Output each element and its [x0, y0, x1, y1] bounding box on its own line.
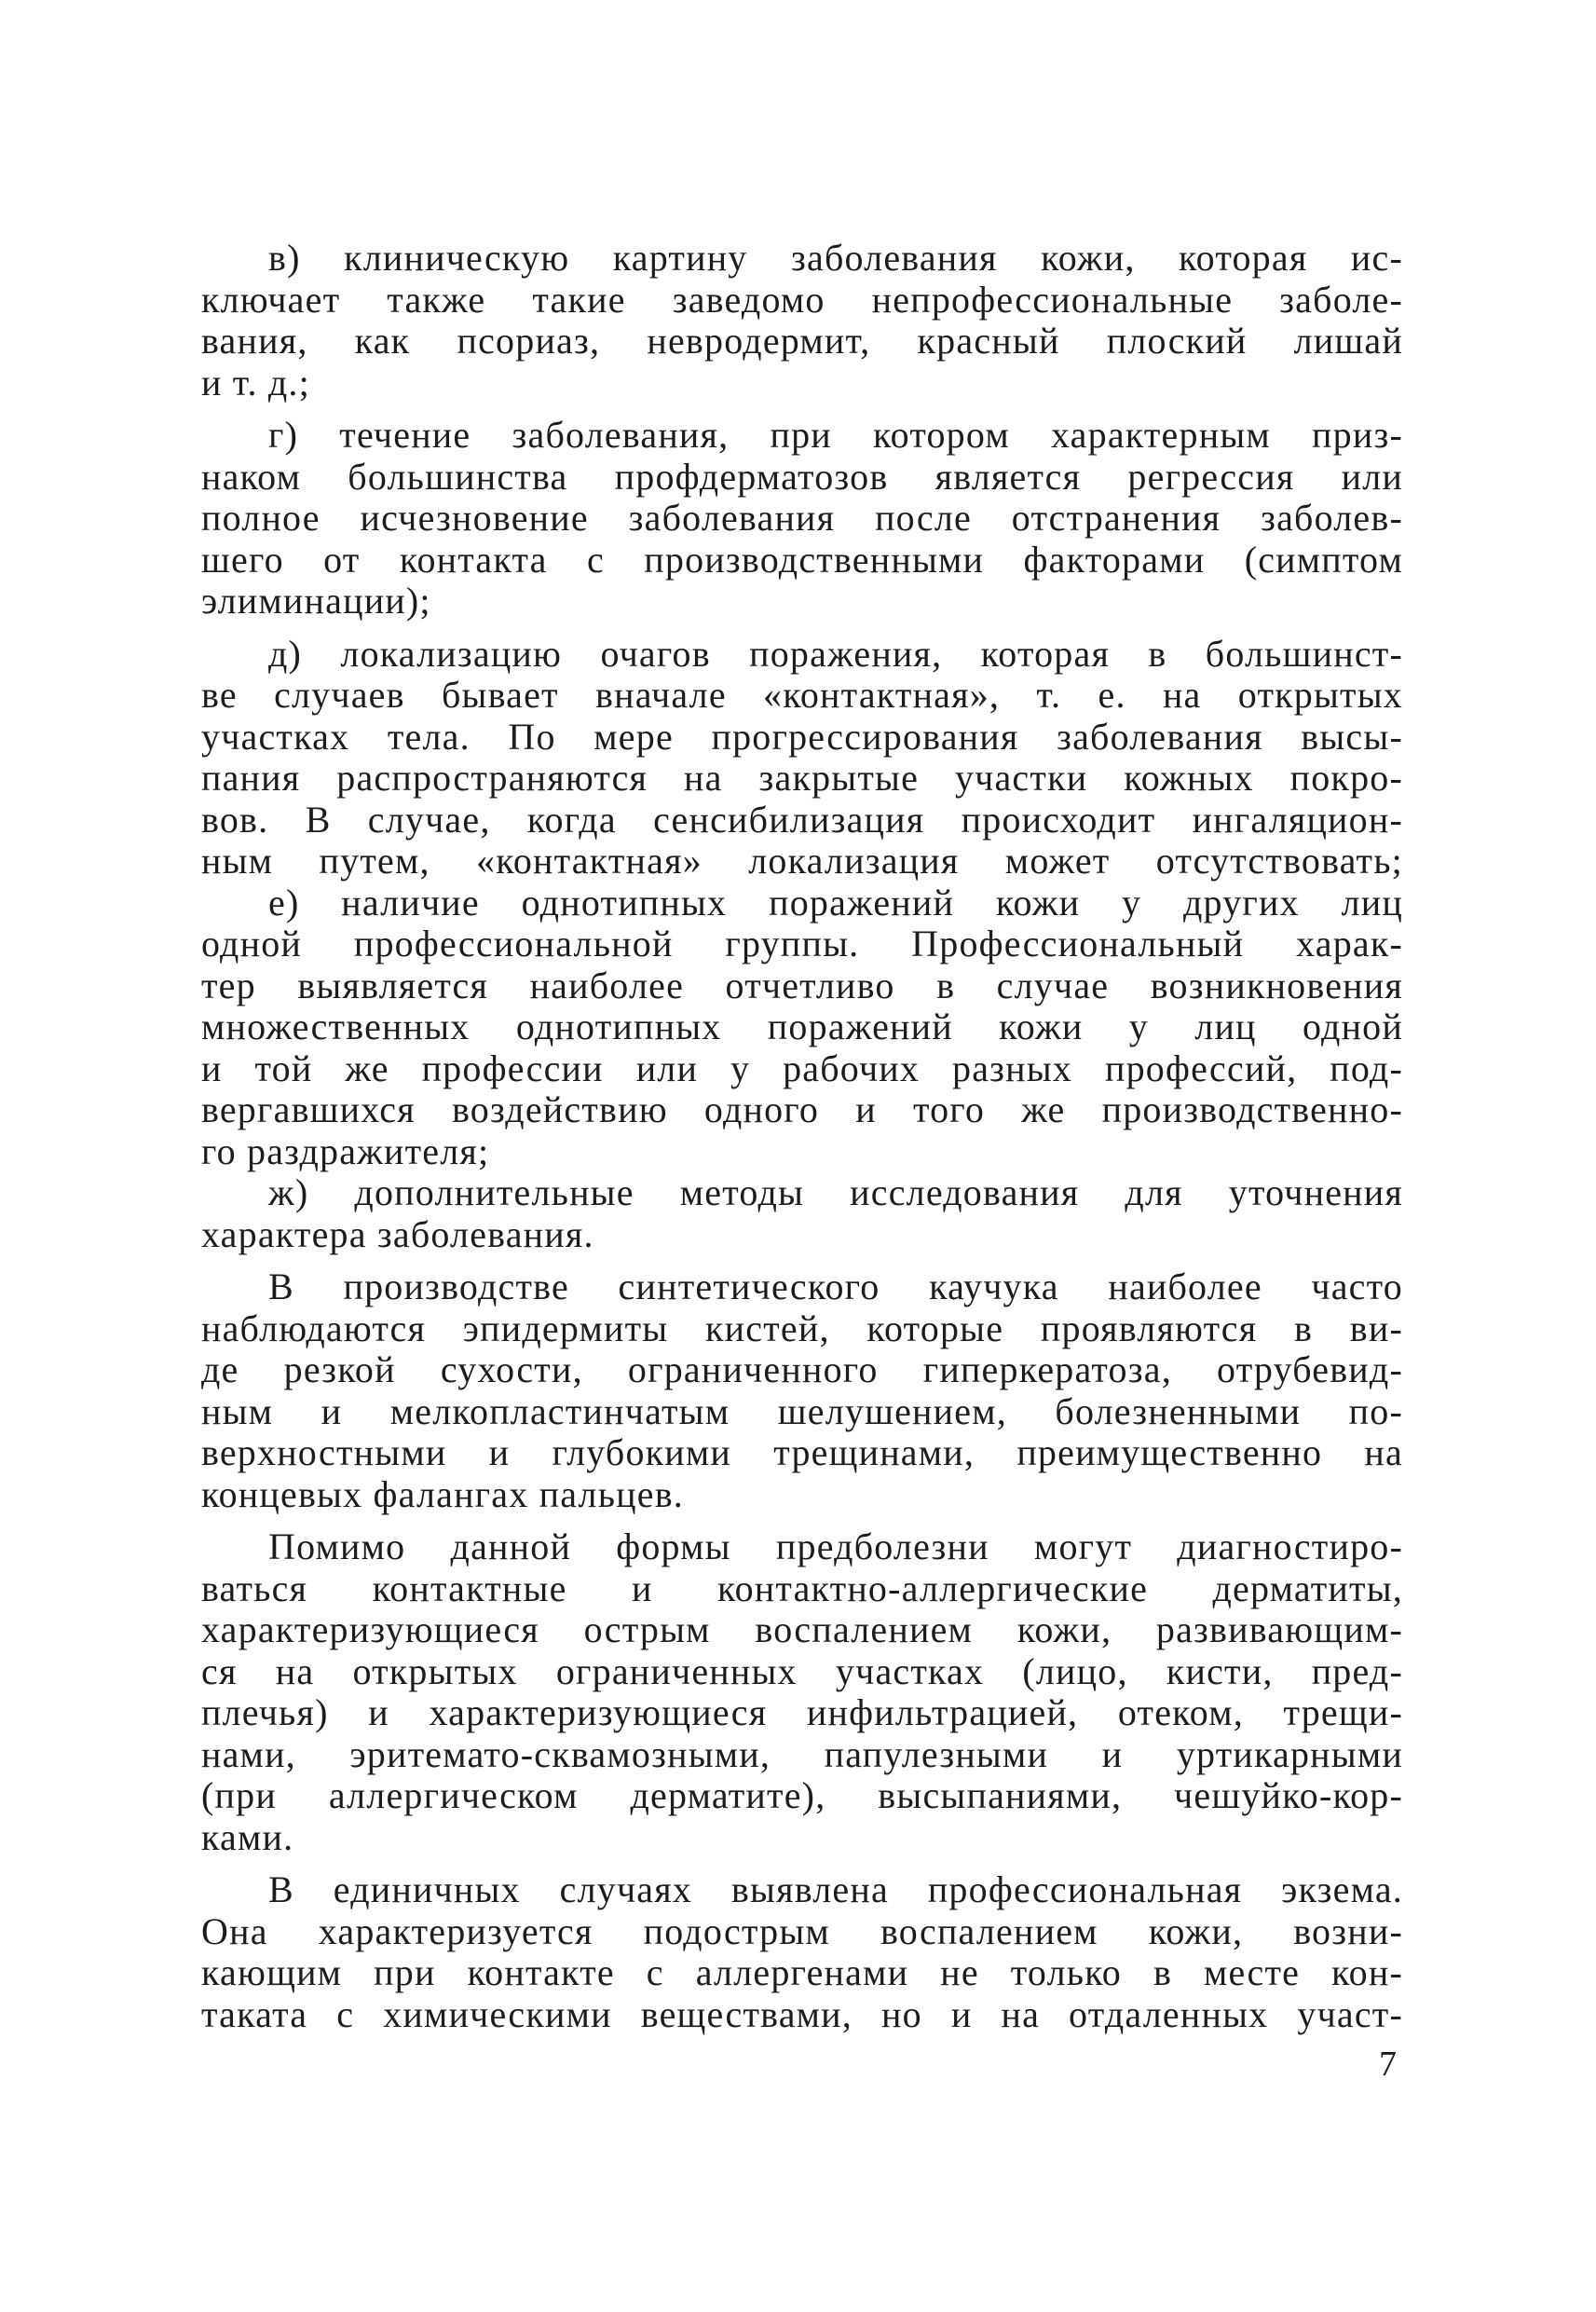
- text-line: го раздражителя;: [201, 1129, 490, 1172]
- text-line: элиминации);: [201, 580, 431, 622]
- text-line: концевых фалангах пальцев.: [201, 1472, 684, 1515]
- text-line: Помимо данной формы предболезни могут диагностиро-: [268, 1525, 1403, 1567]
- paragraph-item-e: [201, 882, 1403, 1173]
- text-line: г) течение заболевания, при котором характерным приз-: [268, 414, 1403, 456]
- text-line: ж) дополнительные методы исследования для уточнения: [268, 1171, 1403, 1213]
- paragraph-item-g: [201, 415, 1403, 622]
- text-line: в) клиническую картину заболевания кожи, которая ис-: [268, 237, 1403, 279]
- text-line: ным и мелкопластинчатым шелушением, болезненными по-: [201, 1389, 1403, 1432]
- text-line: характера заболевания.: [201, 1212, 594, 1255]
- body-text: [201, 238, 1403, 2035]
- page-number: 7: [1379, 2045, 1397, 2084]
- text-line: участках тела. По мере прогрессирования заболевания высы-: [201, 715, 1403, 758]
- text-line: тер выявляется наиболее отчетливо в случае возникновения: [201, 964, 1403, 1006]
- text-line: характеризующиеся острым воспалением кожи, развивающим-: [201, 1608, 1403, 1650]
- paragraph-gap: [201, 622, 1403, 634]
- text-line: шего от контакта с производственными факторами (симптом: [201, 538, 1403, 581]
- text-line: и т. д.;: [201, 361, 310, 404]
- text-line: В производстве синтетического каучука наиболее часто: [268, 1265, 1403, 1307]
- text-line: ным путем, «контактная» локализация может отсутствовать;: [201, 840, 1403, 882]
- text-line: ве случаев бывает вначале «контактная», т. е. на открытых: [201, 674, 1403, 716]
- text-line: наблюдаются эпидермиты кистей, которые проявляются в ви-: [201, 1306, 1403, 1349]
- text-line: ками.: [201, 1815, 294, 1858]
- text-line: ваться контактные и контактно-аллергические дерматиты,: [201, 1566, 1403, 1609]
- paragraph-eczema: [201, 1869, 1403, 2035]
- text-line: де резкой сухости, ограниченного гиперкератоза, отрубевид-: [201, 1348, 1403, 1390]
- text-line: д) локализацию очагов поражения, которая в большинст-: [268, 632, 1403, 675]
- text-line: верхностными и глубокими трещинами, преимущественно на: [201, 1431, 1403, 1473]
- paragraph-item-v: [201, 238, 1403, 404]
- text-line: одной профессиональной группы. Профессиональный харак-: [201, 923, 1403, 964]
- paragraph-synthetic-rubber: [201, 1266, 1403, 1515]
- text-line: нами, эритемато-сквамозными, папулезными и уртикарными: [201, 1732, 1403, 1775]
- text-line: вов. В случае, когда сенсибилизация происходит ингаляцион-: [201, 798, 1403, 841]
- text-line: кающим при контакте с аллергенами не только в месте кон-: [201, 1951, 1403, 1993]
- text-line: (при аллергическом дерматите), высыпаниями, чешуйко-кор-: [201, 1774, 1403, 1816]
- text-line: множественных однотипных поражений кожи у лиц одной: [201, 1006, 1403, 1047]
- text-line: и той же профессии или у рабочих разных профессий, под-: [201, 1047, 1403, 1089]
- paragraph-item-zh: [201, 1172, 1403, 1255]
- text-line: вергавшихся воздействию одного и того же производственно-: [201, 1088, 1403, 1130]
- text-line: наком большинства профдерматозов является регрессия или: [201, 455, 1403, 498]
- text-line: таката с химическими веществами, но и на отдаленных участ-: [201, 1992, 1403, 2035]
- text-line: Она характеризуется подострым воспалением кожи, возни-: [201, 1909, 1403, 1952]
- paragraph-item-d: [201, 634, 1403, 882]
- text-line: ключает также такие заведомо непрофессиональные заболе-: [201, 278, 1403, 321]
- text-line: е) наличие однотипных поражений кожи у других лиц: [268, 881, 1403, 923]
- text-line: плечья) и характеризующиеся инфильтрацией, отеком, трещи-: [201, 1691, 1403, 1733]
- text-line: пания распространяются на закрытые участки кожных покро-: [201, 757, 1403, 799]
- paragraph-dermatitis: [201, 1526, 1403, 1858]
- text-line: вания, как псориаз, невродермит, красный плоский лишай: [201, 320, 1403, 362]
- text-line: В единичных случаях выявлена профессиональная экзема.: [268, 1868, 1403, 1910]
- text-line: полное исчезновение заболевания после отстранения заболев-: [201, 497, 1403, 539]
- text-line: ся на открытых ограниченных участках (лицо, кисти, пред-: [201, 1649, 1403, 1692]
